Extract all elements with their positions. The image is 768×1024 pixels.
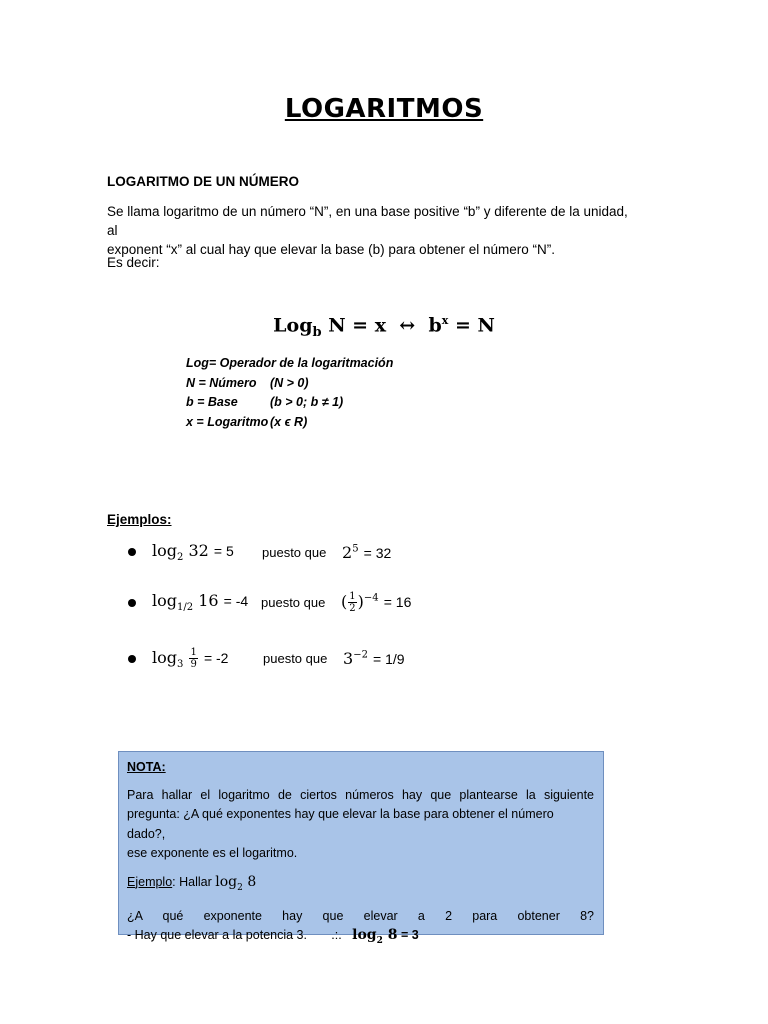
main-formula [0,314,768,340]
bullet-icon [128,655,136,663]
puesto-que-text: puesto que [263,651,328,667]
log-result: = 5 [213,543,234,559]
log-text: log [215,873,238,890]
fraction [189,647,197,670]
definition-row [186,393,393,413]
log-base: 1/2 [177,602,194,614]
log-base: 2 [237,882,243,893]
note-line: Para hallar el logaritmo de ciertos números hay que plantearse la siguiente [127,787,594,802]
note-example-math [215,873,257,893]
note-answer-result: = 3 [400,928,419,943]
note-example-text: : Hallar [172,874,212,889]
definition-cond: (x ϵ R) [270,414,308,429]
power-result: = 16 [383,594,412,610]
note-example [127,873,594,898]
note-answer [127,926,594,951]
formula-exp: x [441,314,449,327]
log-base: 3 [177,659,184,671]
log-text: log [152,648,177,667]
example-rhs [342,543,391,562]
example-item [128,541,391,563]
power-base: 3 [343,649,354,669]
power-exp: −4 [363,592,379,604]
double-arrow-icon: ↔ [399,314,416,337]
log-text: log [152,541,177,560]
log-arg: 32 [188,541,209,560]
page-title: LOGARITMOS [284,94,484,124]
log-result: = -2 [203,650,229,666]
log-arg: 8 [247,873,257,890]
example-lhs [152,647,263,670]
bullet-icon [128,599,136,607]
power-exp: −2 [353,649,368,661]
fraction-den: 2 [349,603,356,614]
definitions-list [186,354,393,432]
log-arg: 8 [387,927,398,944]
example-item [128,591,411,614]
log-base: 2 [376,936,383,947]
log-result: = -4 [223,593,249,610]
fraction-num: 1 [349,591,356,602]
example-lhs [152,541,262,563]
log-base: 2 [177,552,184,564]
definition-term: N = Número [186,375,257,390]
definition-row [186,374,393,394]
example-item [128,647,405,670]
formula-left: N = x [328,314,387,337]
fraction-den: 9 [190,659,197,670]
formula-log: Log [273,314,313,337]
formula-base: b [312,325,322,341]
bullet-icon [128,548,136,556]
note-example-label: Ejemplo [127,874,173,889]
es-decir-text: Es decir: [107,255,160,270]
formula-b: b [428,314,442,337]
definition-cond: (N > 0) [270,375,309,390]
definition-term: x = Logaritmo [186,414,269,429]
log-arg: 16 [198,591,219,611]
definition-paragraph [107,202,637,259]
example-lhs [152,591,261,613]
definition-row [186,413,393,433]
section-heading: LOGARITMO DE UN NÚMERO [107,174,299,189]
note-line: ese exponente es el logaritmo. [127,846,298,860]
puesto-que-text: puesto que [261,595,326,610]
note-question: ¿A qué exponente hay que elevar a 2 para obtener 8? [127,908,594,923]
note-answer-math [352,927,398,947]
puesto-que-text: puesto que [262,544,327,560]
definition-term: b = Base [186,395,238,409]
definition-cond: (b > 0; b ≠ 1) [270,395,344,409]
formula-right: = N [454,314,495,337]
paragraph-line: exponent “x” al cual hay que elevar la base (b) para obtener el número “N”. [107,242,555,257]
example-rhs: ( $\frac{1}{2}$ )$^{-4}$ = 16 [341,591,412,614]
power-base: 2 [342,542,353,562]
note-content [127,758,594,952]
definition-row [186,354,393,374]
note-box [118,751,604,947]
power-result: = 32 [363,544,392,561]
fraction [348,591,356,614]
fraction-num: 1 [190,647,197,658]
definition-term: Log= Operador de la logaritmación [186,356,394,370]
note-answer-text: - Hay que elevar a la potencia 3. [127,928,307,943]
example-rhs [343,649,405,668]
power-exp: 5 [352,543,359,555]
log-text: log [352,927,377,944]
power-result: = 1/9 [373,651,405,668]
log-text: log [152,591,177,611]
therefore-icon: .:. [331,928,342,943]
note-title: NOTA: [127,760,166,774]
note-line: pregunta: ¿A qué exponentes hay que elevar la base para obtener el número dado?, [127,807,554,841]
examples-title: Ejemplos: [107,512,172,527]
paragraph-line: Se llama logaritmo de un número “N”, en una base positive “b” y diferente de la unidad, al [107,204,628,238]
